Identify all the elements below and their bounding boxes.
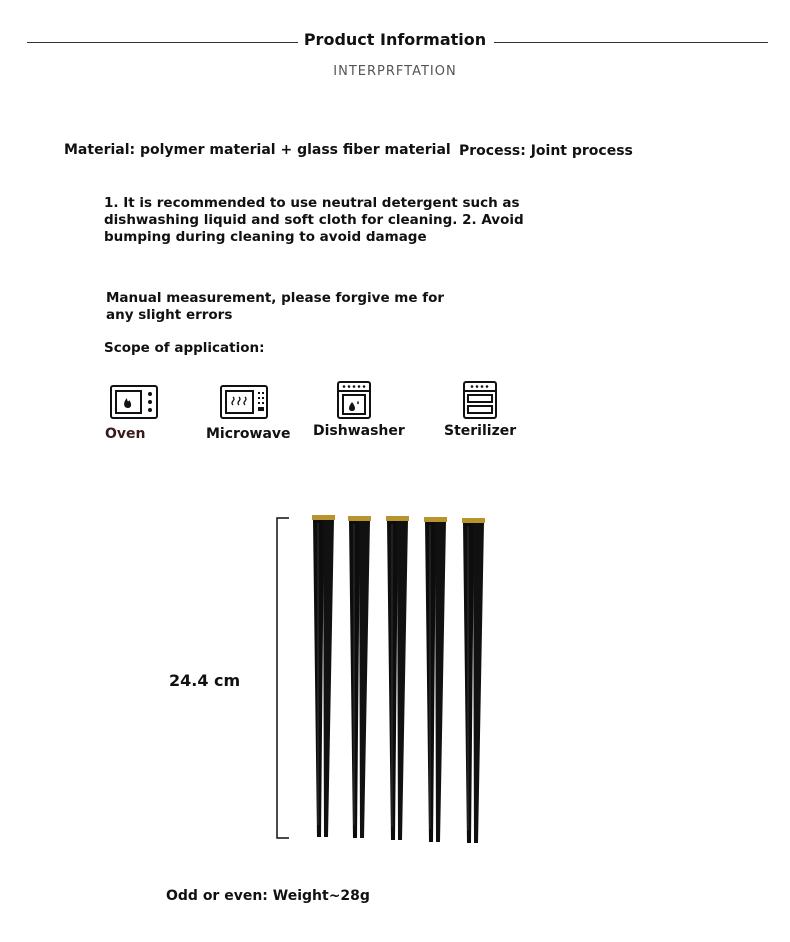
chopsticks-illustration [300,505,500,850]
scope-label-oven: Oven [105,426,146,442]
microwave-icon [220,385,268,419]
chopstick-pair-4 [424,517,447,842]
weight-note: Odd or even: Weight~28g [166,888,370,904]
chopstick-pair-3 [386,516,409,840]
chopstick-pair-1 [312,515,335,837]
care-instructions: 1. It is recommended to use neutral detergent such as dishwashing liquid and soft cloth for cleaning. 2. Avoid bumping during cleaning to avoid damage [104,195,524,245]
chopstick-pair-2 [348,516,371,838]
length-label: 24.4 cm [169,671,241,690]
scope-label-microwave: Microwave [206,426,291,442]
measurement-note: Manual measurement, please forgive me for any slight errors [106,290,445,323]
page-title: Product Information [0,30,790,49]
scope-label-sterilizer: Sterilizer [444,423,517,439]
oven-icon [110,385,158,419]
scope-heading: Scope of application: [104,340,265,356]
chopstick-pair-5 [462,518,485,843]
material-spec: Material: polymer material + glass fiber material [64,142,451,158]
page-subtitle: INTERPRFTATION [333,64,457,79]
dimension-bracket [272,516,294,842]
dishwasher-icon [337,381,371,419]
scope-label-dishwasher: Dishwasher [313,423,405,439]
sterilizer-icon [463,381,497,419]
process-spec: Process: Joint process [459,143,633,159]
